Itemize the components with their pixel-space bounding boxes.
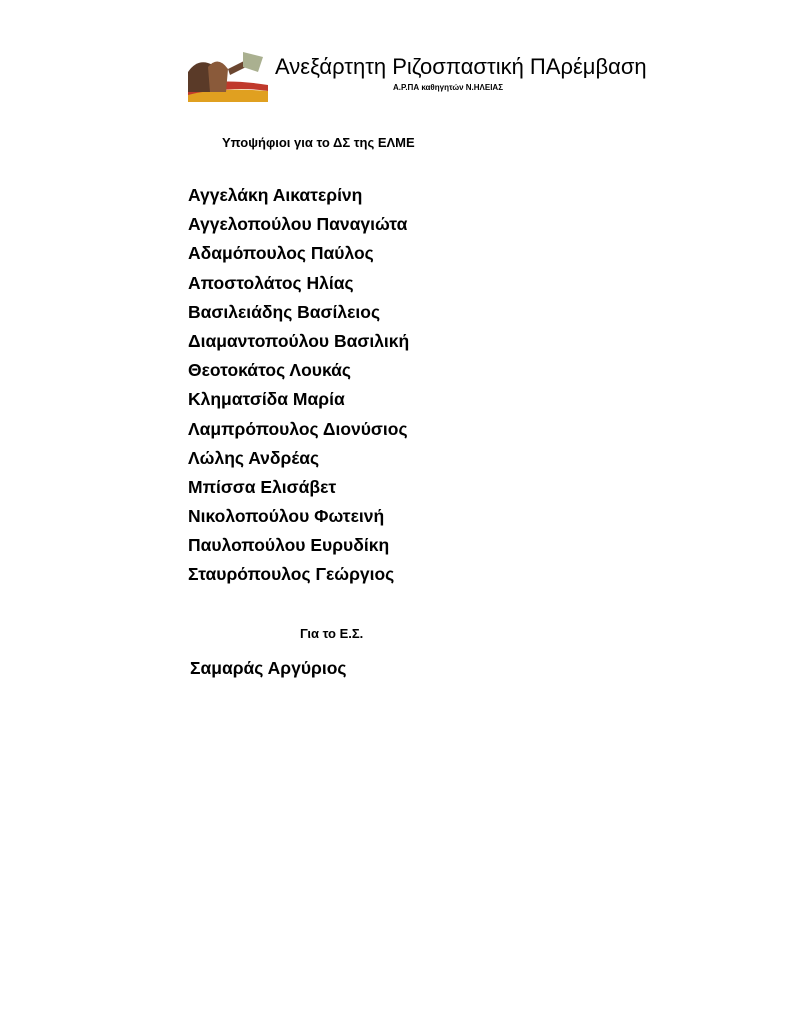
list-item: Θεοτοκάτος Λουκάς xyxy=(188,360,351,381)
list-item: Διαμαντοπούλου Βασιλική xyxy=(188,330,410,351)
ds-heading: Υποψήφιοι για το ΔΣ της ΕΛΜΕ xyxy=(222,135,415,150)
list-item: Αγγελάκη Αικατερίνη xyxy=(188,185,363,205)
artwork-logo-icon xyxy=(188,47,268,102)
list-item: Αποστολάτος Ηλίας xyxy=(188,272,354,293)
es-heading: Για το Ε.Σ. xyxy=(300,626,364,641)
list-item: Λαμπρόπουλος Διονύσιος xyxy=(188,418,408,439)
es-candidate: Σαμαράς Αργύριος xyxy=(190,658,347,678)
list-item: Κληματσίδα Μαρία xyxy=(188,389,345,410)
list-item: Μπίσσα Ελισάβετ xyxy=(188,476,337,497)
list-item: Αδαμόπουλος Παύλος xyxy=(188,243,374,264)
list-item: Σταυρόπουλος Γεώργιος xyxy=(188,564,395,585)
list-item: Νικολοπούλου Φωτεινή xyxy=(188,506,385,527)
organization-subtitle: Α.Ρ.ΠΑ καθηγητών Ν.ΗΛΕΙΑΣ xyxy=(393,83,503,92)
organization-title: Ανεξάρτητη Ριζοσπαστική ΠΑρέμβαση xyxy=(275,54,647,79)
list-item: Λώλης Ανδρέας xyxy=(188,447,320,468)
list-item: Αγγελοπούλου Παναγιώτα xyxy=(188,214,408,235)
ds-candidate-list xyxy=(188,184,409,593)
list-item: Βασιλειάδης Βασίλειος xyxy=(188,301,381,322)
list-item: Παυλοπούλου Ευρυδίκη xyxy=(188,535,390,556)
